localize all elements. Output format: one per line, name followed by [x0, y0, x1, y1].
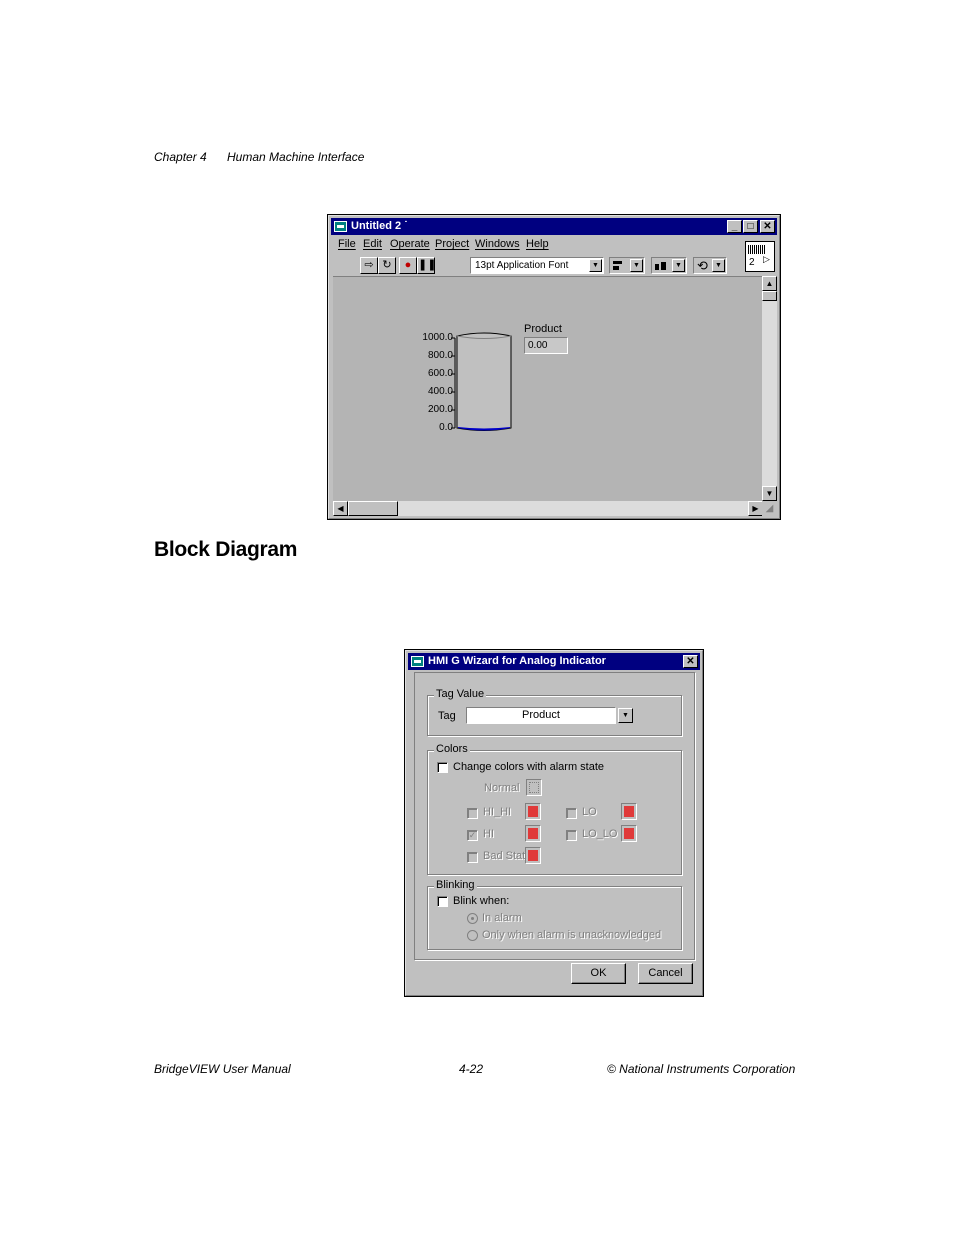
front-panel [333, 276, 763, 501]
font-dropdown-arrow-icon[interactable]: ▼ [589, 259, 602, 272]
alarm-color-fill [528, 806, 538, 817]
run-icon[interactable]: ⇨ [360, 257, 378, 274]
reorder-dropdown-arrow-icon: ▼ [712, 259, 725, 272]
minimize-icon[interactable]: _ [727, 220, 742, 233]
section-heading: Block Diagram [154, 538, 298, 561]
vi-icon-number: 2 [749, 257, 755, 268]
menu-file[interactable]: File [338, 238, 356, 250]
scroll-up-icon[interactable]: ▲ [762, 276, 777, 291]
tank-indicator[interactable] [451, 327, 515, 437]
lo-label: LO [582, 806, 597, 818]
abort-icon[interactable]: ● [399, 257, 417, 274]
lo-lo-label: LO_LO [582, 828, 618, 840]
dialog-body [414, 672, 695, 960]
blink-when-label: Blink when: [453, 895, 510, 907]
menu-operate[interactable]: Operate [390, 238, 430, 250]
close-icon[interactable]: ✕ [760, 220, 775, 233]
hi-color-swatch [525, 825, 541, 842]
tank-caption: Product [524, 323, 562, 335]
horizontal-scrollbar[interactable] [333, 501, 763, 516]
tag-label: Tag [438, 710, 456, 722]
alarm-color-fill [528, 850, 538, 861]
scroll-down-icon[interactable]: ▼ [762, 486, 777, 501]
scroll-right-icon[interactable]: ▶ [748, 501, 763, 516]
tank-value: 0.00 [528, 340, 548, 351]
run-continuously-icon[interactable]: ↻ [378, 257, 396, 274]
font-select[interactable] [470, 257, 604, 274]
dialog-titlebar[interactable] [408, 653, 700, 670]
menu-windows[interactable]: Windows [475, 238, 520, 250]
blink-when-checkbox[interactable] [437, 896, 448, 907]
alarm-color-fill [624, 806, 634, 817]
hi-hi-color-swatch [525, 803, 541, 820]
dialog-title: HMI G Wizard for Analog Indicator [428, 655, 606, 667]
blinking-group-title: Blinking [436, 879, 475, 891]
bad-stat-color-swatch [525, 847, 541, 864]
reorder-select[interactable]: ⟲ ▼ [693, 257, 727, 274]
vi-icon[interactable]: 2 ▷ [745, 241, 775, 272]
tag-select[interactable] [466, 707, 616, 724]
font-select-value: 13pt Application Font [475, 260, 569, 271]
in-alarm-label: In alarm [482, 912, 522, 924]
unacknowledged-label: Only when alarm is unacknowledged [482, 929, 662, 941]
tag-select-value: Product [522, 709, 560, 721]
chapter-number: Chapter 4 [154, 150, 207, 164]
lo-color-swatch [621, 803, 637, 820]
hi-checkbox: ✓ [468, 830, 477, 840]
toolbar [360, 257, 740, 275]
bad-stat-label: Bad Stat [483, 850, 526, 862]
colors-group [427, 743, 682, 875]
vi-window-title: Untitled 2 ˙ [351, 220, 408, 232]
tank-tick-label: 1000.0 [422, 332, 453, 343]
in-alarm-radio [467, 913, 478, 924]
ok-button[interactable]: OK [571, 963, 626, 984]
colors-group-title: Colors [436, 743, 468, 755]
tag-value-group-title: Tag Value [436, 688, 485, 700]
chapter-title: Human Machine Interface [227, 150, 365, 164]
change-colors-checkbox[interactable] [437, 762, 448, 773]
align-dropdown-arrow-icon: ▼ [630, 259, 643, 272]
scroll-left-icon[interactable]: ◀ [333, 501, 348, 516]
vertical-scroll-thumb[interactable] [762, 291, 777, 301]
lo-lo-checkbox [566, 830, 577, 841]
tank-tick-label: 0.0 [439, 422, 453, 433]
menu-project[interactable]: Project [435, 238, 470, 250]
hi-hi-checkbox [467, 808, 478, 819]
labview-window-icon [334, 221, 347, 232]
tank-value-display [524, 337, 568, 354]
unacknowledged-radio [467, 930, 478, 941]
blinking-group [427, 879, 682, 950]
tag-value-group [427, 688, 682, 736]
distribute-dropdown-arrow-icon: ▼ [672, 259, 685, 272]
resize-grip-icon[interactable]: ◢ [762, 501, 777, 516]
align-objects-select[interactable] [609, 257, 645, 274]
vertical-scrollbar[interactable] [762, 276, 777, 501]
menu-edit[interactable]: Edit [363, 238, 382, 250]
lo-lo-color-swatch [621, 825, 637, 842]
hi-label: HI [483, 828, 494, 840]
tank-tick-label: 200.0 [427, 404, 453, 415]
footer-manual-title: BridgeVIEW User Manual [154, 1062, 291, 1076]
vi-window-titlebar[interactable] [331, 218, 777, 235]
distribute-objects-select[interactable] [651, 257, 687, 274]
hi-hi-label: HI_HI [483, 806, 512, 818]
labview-window-icon [411, 656, 424, 667]
pause-icon[interactable]: ❚❚ [417, 257, 435, 274]
menu-help[interactable]: Help [526, 238, 549, 250]
hmi-wizard-dialog [404, 649, 704, 997]
vi-window [327, 214, 781, 520]
tank-tick-label: 400.0 [427, 386, 453, 397]
alarm-color-fill [624, 828, 634, 839]
lo-checkbox [566, 808, 577, 819]
footer-copyright: © National Instruments Corporation [607, 1062, 796, 1076]
tag-dropdown-arrow-icon[interactable]: ▼ [618, 708, 633, 723]
close-icon[interactable]: ✕ [683, 655, 698, 668]
normal-label: Normal [484, 782, 520, 794]
footer-page-number: 4-22 [459, 1062, 484, 1076]
bad-stat-checkbox [467, 852, 478, 863]
change-colors-label: Change colors with alarm state [453, 761, 605, 773]
horizontal-scroll-thumb[interactable] [348, 501, 398, 516]
normal-color-swatch [526, 779, 542, 796]
tank-tick-label: 800.0 [427, 350, 453, 361]
alarm-color-fill [528, 828, 538, 839]
cancel-button[interactable]: Cancel [638, 963, 693, 984]
tank-tick-label: 600.0 [427, 368, 453, 379]
maximize-icon[interactable]: □ [743, 220, 758, 233]
